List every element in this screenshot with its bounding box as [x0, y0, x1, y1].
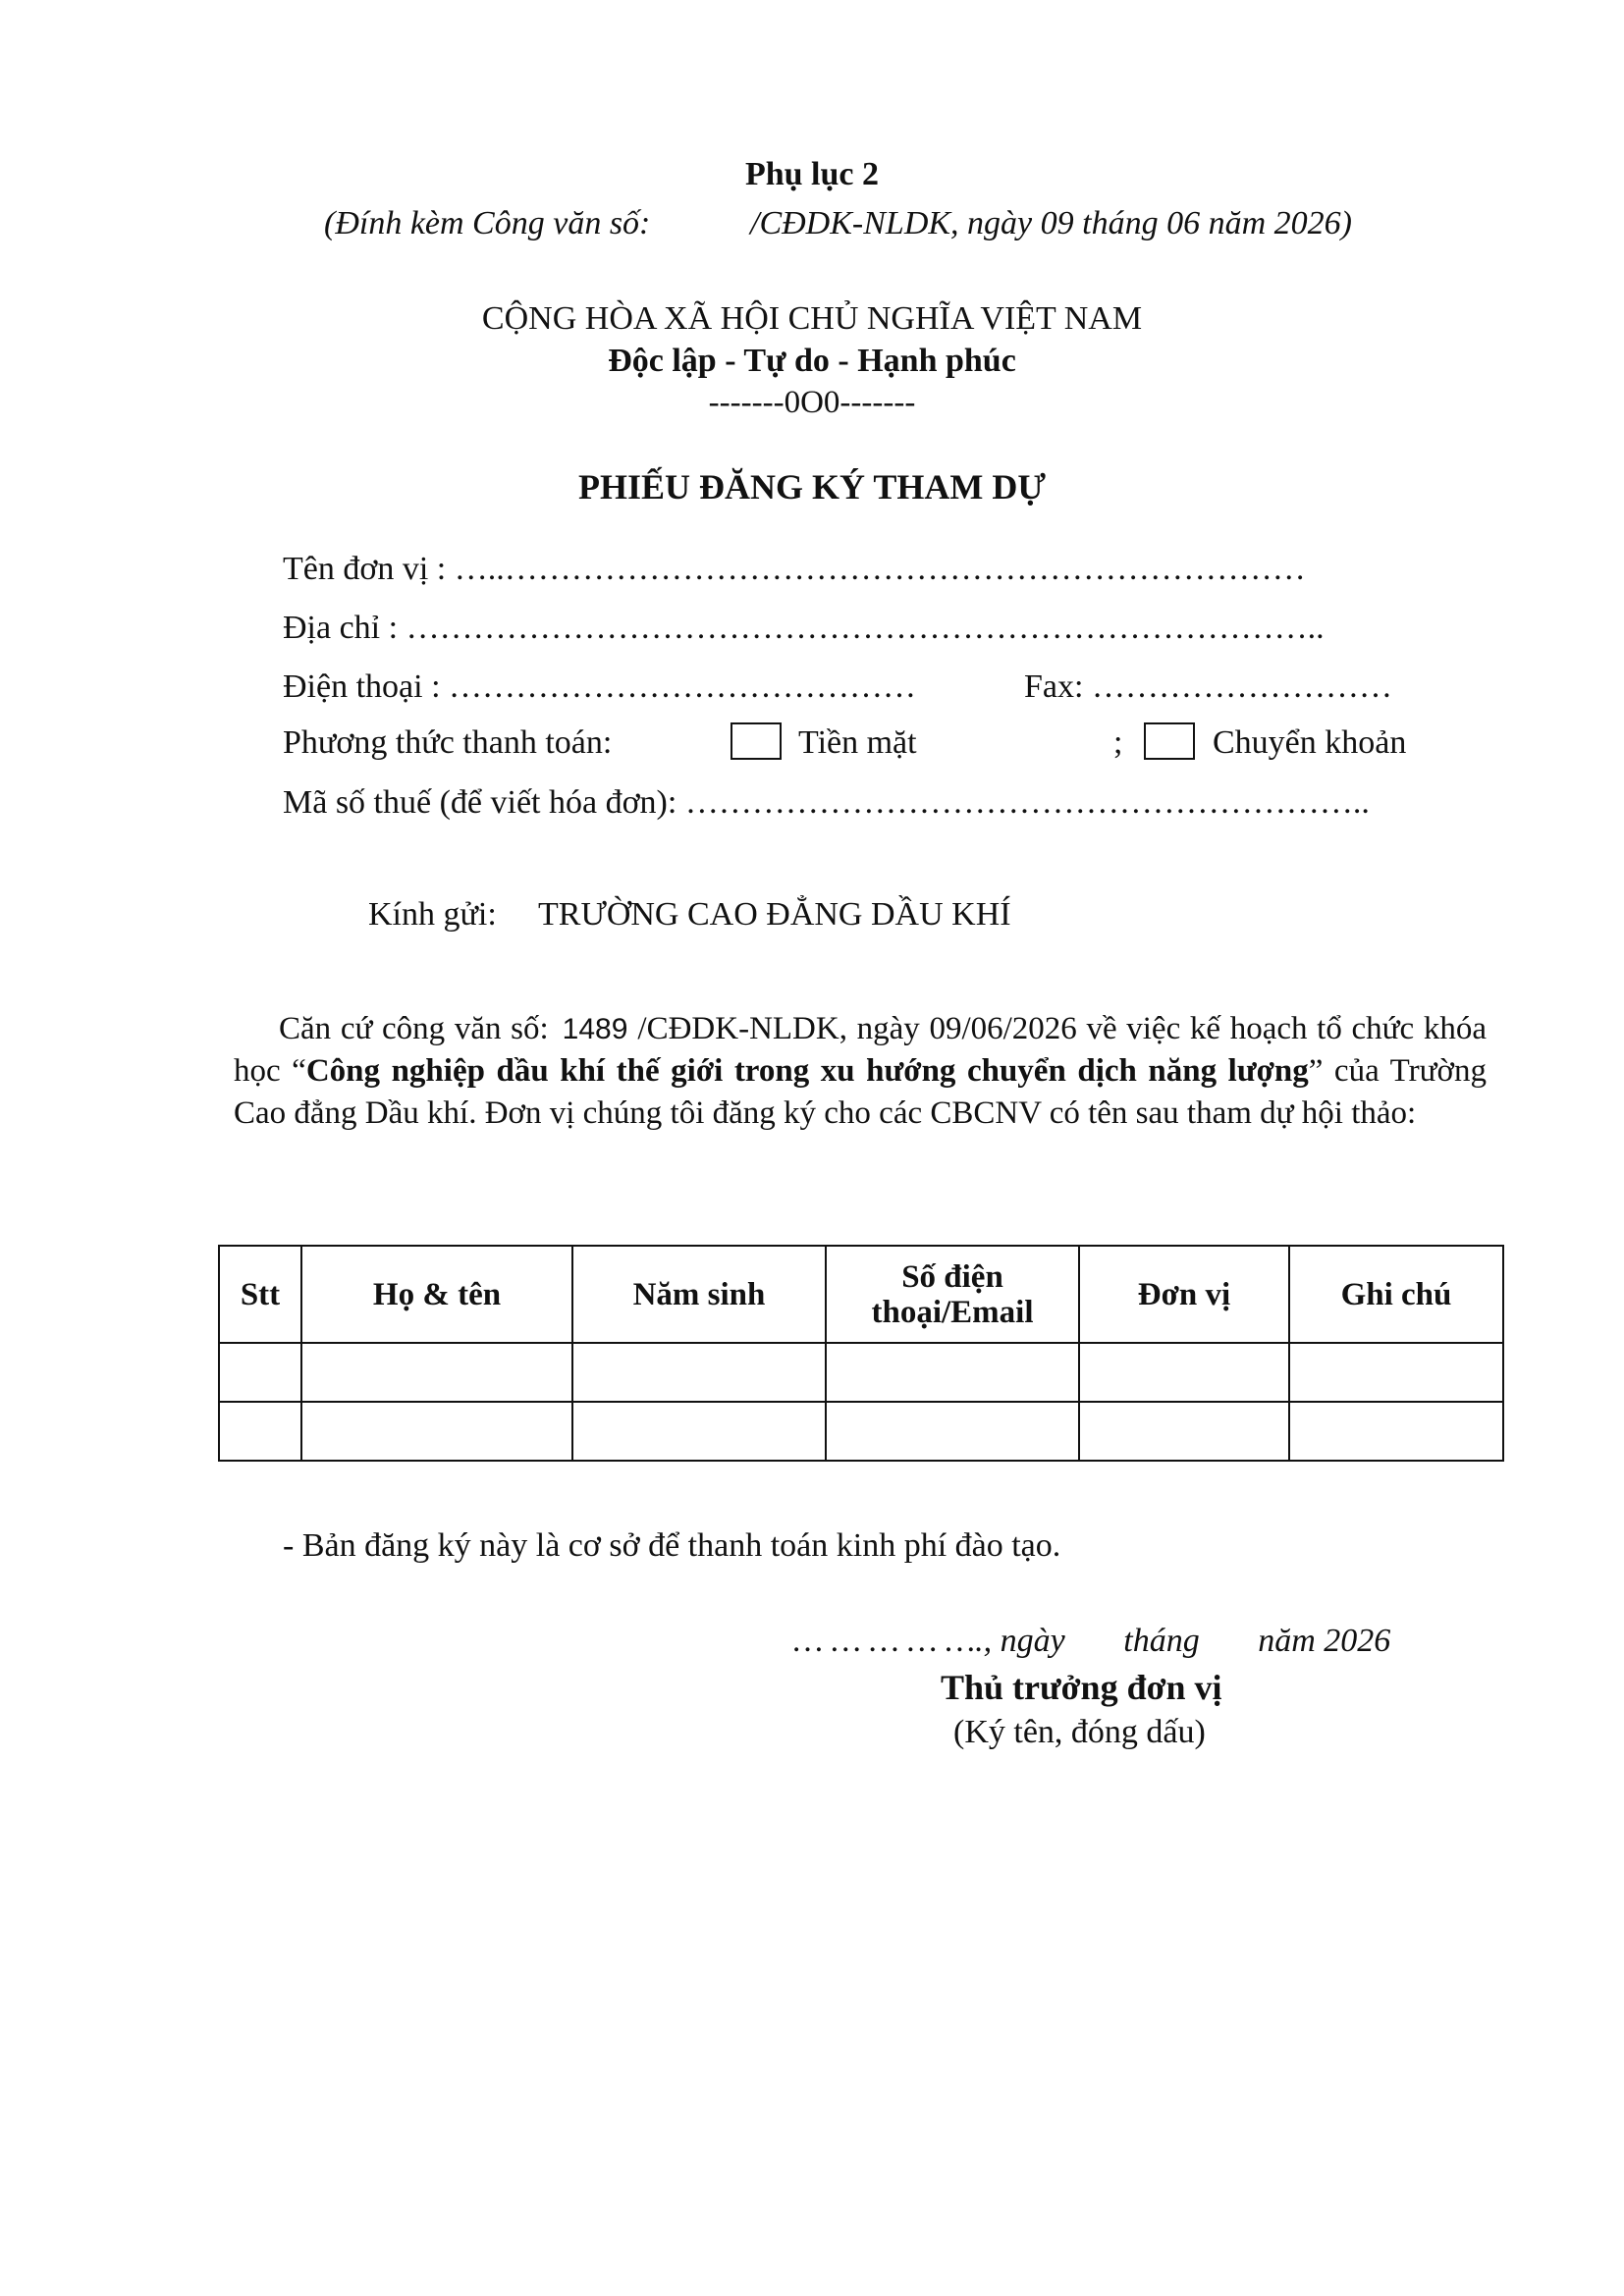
table-cell[interactable] — [219, 1402, 301, 1461]
national-title: CỘNG HÒA XÃ HỘI CHỦ NGHĨA VIỆT NAM — [481, 300, 1143, 337]
form-title: PHIẾU ĐĂNG KÝ THAM DỰ — [578, 467, 1046, 507]
table-cell[interactable] — [572, 1343, 826, 1402]
table-cell[interactable] — [1079, 1343, 1289, 1402]
fax-field[interactable]: Fax: ……………………… — [1024, 668, 1392, 705]
table-cell[interactable] — [572, 1402, 826, 1461]
table-row — [219, 1343, 1503, 1402]
body-paragraph — [234, 1008, 1487, 1135]
signer-note: (Ký tên, đóng dấu) — [953, 1714, 1206, 1750]
table-cell[interactable] — [301, 1343, 572, 1402]
table-cell[interactable] — [1289, 1343, 1503, 1402]
course-title: Công nghiệp dầu khí thế giới trong xu hướng chuyển dịch năng lượng — [305, 1053, 1309, 1089]
recipient-label: Kính gửi: — [368, 896, 497, 933]
table-header-row — [219, 1246, 1503, 1343]
payment-separator: ; — [1113, 724, 1123, 761]
table-row — [219, 1402, 1503, 1461]
payment-note: - Bản đăng ký này là cơ sở để thanh toán kinh phí đào tạo. — [283, 1527, 1061, 1564]
table-cell[interactable] — [826, 1402, 1079, 1461]
table-cell[interactable] — [301, 1402, 572, 1461]
registration-table — [218, 1245, 1504, 1462]
recipient-name: TRƯỜNG CAO ĐẲNG DẦU KHÍ — [538, 896, 1011, 933]
col-header-contact: Số điện thoại/Email — [826, 1246, 1079, 1343]
transfer-label: Chuyển khoản — [1213, 724, 1407, 761]
col-header-stt: Stt — [219, 1246, 301, 1343]
transfer-checkbox[interactable] — [1144, 722, 1195, 760]
attachment-note-prefix: (Đính kèm Công văn số: — [324, 205, 651, 241]
appendix-label: Phụ lục 2 — [744, 156, 880, 192]
address-field[interactable]: Địa chỉ : ……………………………………………………………………….. — [283, 610, 1325, 646]
para-end: ” của Trường Cao đẳng Dầu khí. Đơn vị chúng tôi đăng ký cho các CBCNV có tên sau tham dự hội thảo: — [234, 1053, 1487, 1131]
phone-field[interactable]: Điện thoại : …………………………………… — [283, 668, 917, 705]
cash-label: Tiền mặt — [798, 724, 917, 761]
para-mid: /CĐDK-NLDK, ngày 09/06/2026 về việc kế hoạch tổ chức khóa học “ — [234, 1011, 1487, 1089]
para-start: Căn cứ công văn số: — [279, 1011, 549, 1046]
separator: -------0O0------- — [708, 385, 916, 420]
col-header-unit: Đơn vị — [1079, 1246, 1289, 1343]
document-number: 1489 — [562, 1013, 628, 1045]
date-line: … … … … …., ngày tháng năm 2026 — [793, 1623, 1391, 1659]
table-cell[interactable] — [219, 1343, 301, 1402]
table-cell[interactable] — [826, 1343, 1079, 1402]
cash-checkbox[interactable] — [731, 722, 782, 760]
tax-code-field[interactable]: Mã số thuế (để viết hóa đơn): …………………………………………………….. — [283, 784, 1370, 821]
payment-method-label: Phương thức thanh toán: — [283, 724, 613, 761]
col-header-birth-year: Năm sinh — [572, 1246, 826, 1343]
col-header-name: Họ & tên — [301, 1246, 572, 1343]
national-motto: Độc lập - Tự do - Hạnh phúc — [608, 343, 1016, 379]
table-cell[interactable] — [1289, 1402, 1503, 1461]
table-cell[interactable] — [1079, 1402, 1289, 1461]
col-header-note: Ghi chú — [1289, 1246, 1503, 1343]
signer-title: Thủ trưởng đơn vị — [941, 1668, 1222, 1707]
attachment-note-suffix: /CĐDK-NLDK, ngày 09 tháng 06 năm 2026) — [750, 205, 1352, 241]
unit-name-field[interactable]: Tên đơn vị : …..……………………………………………………………… — [283, 551, 1306, 587]
